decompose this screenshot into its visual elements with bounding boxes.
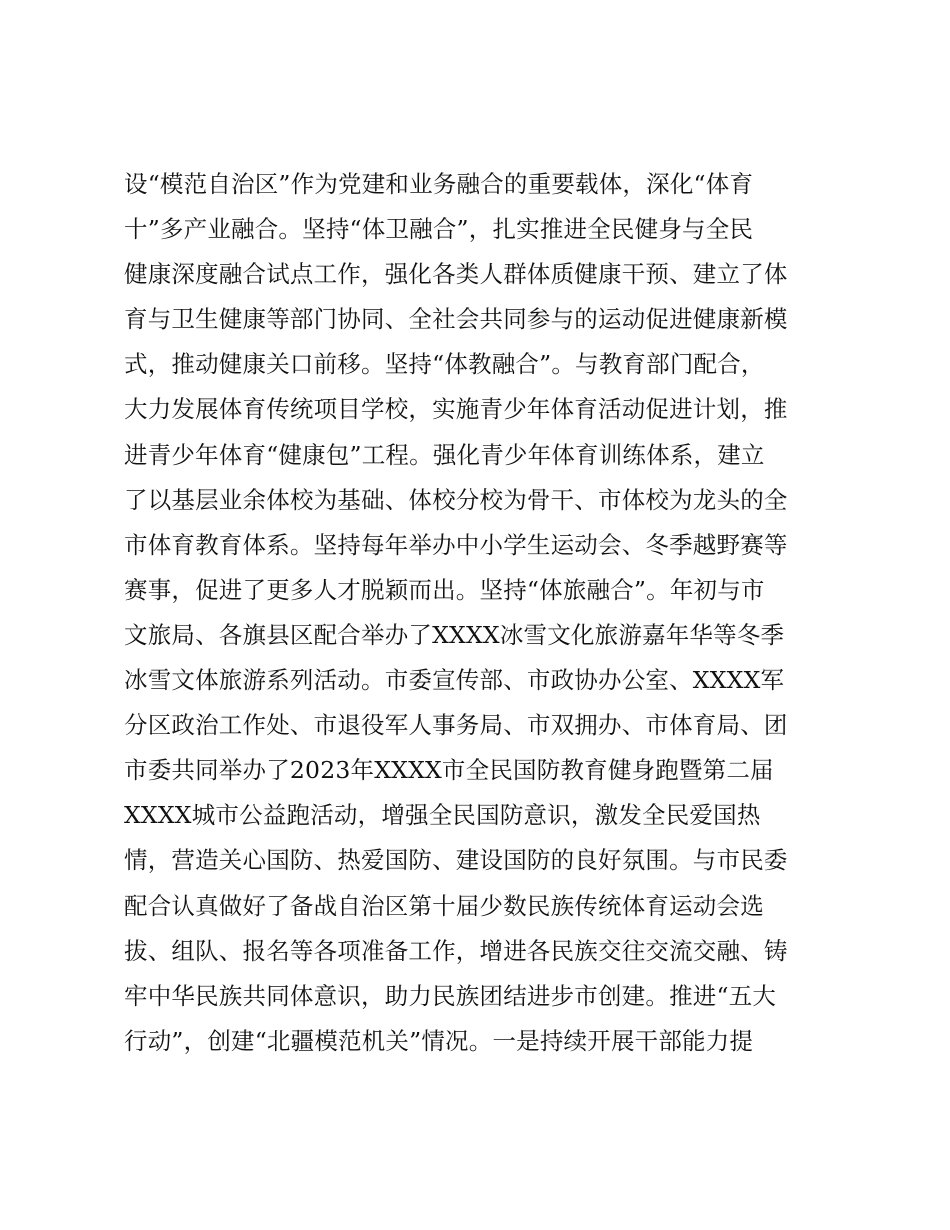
text-line: 市体育教育体系。坚持每年举办中小学生运动会、冬季越野赛等	[124, 530, 788, 559]
text-line: 大力发展体育传统项目学校，实施青少年体育活动促进计划，推	[124, 395, 788, 424]
text-line: XXXX城市公益跑活动，增强全民国防意识，激发全民爱国热	[124, 801, 761, 830]
text-line: 冰雪文体旅游系列活动。市委宣传部、市政协办公室、XXXX军	[124, 666, 785, 695]
text-line: 市委共同举办了2023年XXXX市全民国防教育健身跑暨第二届	[124, 756, 774, 785]
text-line: 牢中华民族共同体意识，助力民族团结进步市创建。推进“五大	[124, 981, 777, 1010]
text-line: 情，营造关心国防、热爱国防、建设国防的良好氛围。与市民委	[124, 846, 788, 875]
text-line: 了以基层业余体校为基础、体校分校为骨干、市体校为龙头的全	[124, 485, 788, 514]
text-line: 分区政治工作处、市退役军人事务局、市双拥办、市体育局、团	[124, 711, 788, 740]
text-line: 进青少年体育“健康包”工程。强化青少年体育训练体系，建立	[124, 440, 765, 469]
text-line: 式，推动健康关口前移。坚持“体教融合”。与教育部门配合，	[124, 350, 765, 379]
text-line: 赛事，促进了更多人才脱颖而出。坚持“体旅融合”。年初与市	[124, 575, 765, 604]
text-line: 行动”，创建“北疆模范机关”情况。一是持续开展干部能力提	[124, 1026, 754, 1055]
text-line: 拔、组队、报名等各项准备工作，增进各民族交往交流交融、铸	[124, 936, 788, 965]
text-line: 育与卫生健康等部门协同、全社会共同参与的运动促进健康新模	[124, 305, 788, 334]
text-line: 十”多产业融合。坚持“体卫融合”，扎实推进全民健身与全民	[124, 215, 754, 244]
body-paragraph	[124, 162, 844, 1064]
text-line: 健康深度融合试点工作，强化各类人群体质健康干预、建立了体	[124, 260, 788, 289]
text-line: 配合认真做好了备战自治区第十届少数民族传统体育运动会选	[124, 891, 764, 920]
text-line: 文旅局、各旗县区配合举办了XXXX冰雪文化旅游嘉年华等冬季	[124, 620, 785, 649]
text-line: 设“模范自治区”作为党建和业务融合的重要载体，深化“体育	[124, 170, 754, 198]
